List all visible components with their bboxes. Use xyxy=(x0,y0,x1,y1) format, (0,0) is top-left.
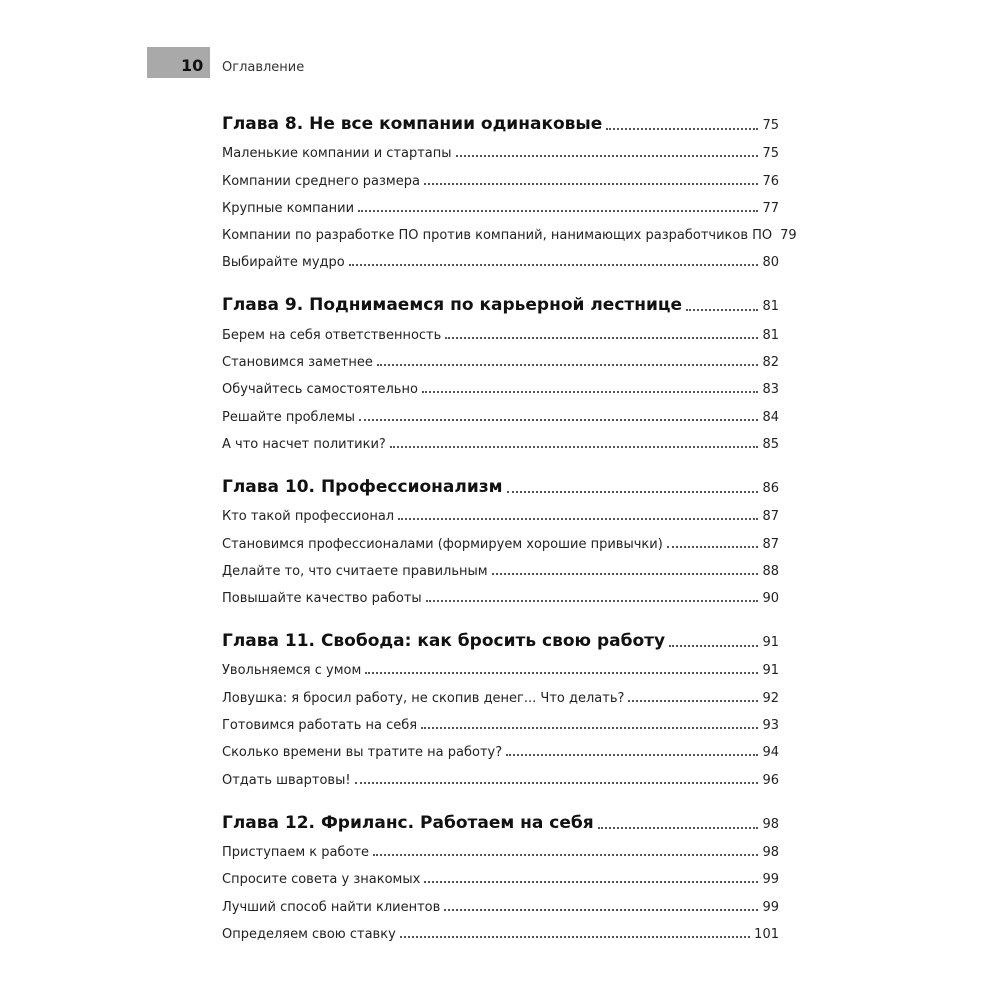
section-title: Ловушка: я бросил работу, не скопив денег... Что делать? xyxy=(222,690,625,706)
dot-leader xyxy=(390,446,759,448)
chapter-page-number: 98 xyxy=(762,816,779,832)
dot-leader xyxy=(358,210,758,212)
chapter-block xyxy=(222,285,779,451)
dot-leader xyxy=(667,546,759,548)
chapter-title xyxy=(222,631,665,651)
section-title: Решайте проблемы xyxy=(222,409,355,425)
section-title: Готовимся работать на себя xyxy=(222,718,418,734)
dot-leader xyxy=(373,854,758,856)
section-entry xyxy=(222,397,779,424)
chapter-title-text: Профессионализм xyxy=(320,476,503,497)
section-title: Крупные компании xyxy=(222,200,355,216)
chapter-entry xyxy=(222,285,779,315)
section-title: Становимся профессионалами (формируем хорошие привычки) xyxy=(222,536,663,552)
dot-leader xyxy=(359,419,759,421)
table-of-contents xyxy=(222,104,797,957)
section-page-number: 90 xyxy=(762,591,779,607)
chapter-page-number: 81 xyxy=(762,299,779,315)
section-title: Кто такой профессионал xyxy=(222,509,395,525)
section-entry xyxy=(222,216,797,244)
dot-leader xyxy=(349,264,759,266)
chapter-prefix: Глава 8. xyxy=(222,114,304,134)
chapter-entry xyxy=(222,803,779,833)
chapter-title xyxy=(222,114,602,134)
dot-leader xyxy=(507,491,759,493)
section-entry xyxy=(222,579,779,606)
chapter-entry xyxy=(222,104,779,134)
section-entry xyxy=(222,833,779,860)
section-page-number: 99 xyxy=(762,899,779,915)
section-title: Увольняемся с умом xyxy=(222,663,362,679)
dot-leader xyxy=(456,155,759,157)
chapter-entry xyxy=(222,621,779,651)
section-entry xyxy=(222,760,779,787)
section-title: Становимся заметнее xyxy=(222,355,373,371)
dot-leader xyxy=(400,936,750,938)
dot-leader xyxy=(444,909,758,911)
section-entry xyxy=(222,678,779,705)
chapter-title xyxy=(222,295,682,315)
running-header-title: Оглавление xyxy=(222,60,305,75)
section-page-number: 81 xyxy=(762,327,779,343)
section-title: Сколько времени вы тратите на работу? xyxy=(222,745,503,761)
section-page-number: 94 xyxy=(762,745,779,761)
chapter-prefix: Глава 11. xyxy=(222,631,316,652)
section-page-number: 87 xyxy=(762,536,779,552)
dot-leader xyxy=(424,183,759,185)
dot-leader xyxy=(421,727,758,729)
chapter-prefix: Глава 9. xyxy=(222,295,304,316)
chapter-prefix: Глава 10. xyxy=(222,476,316,497)
section-page-number: 101 xyxy=(754,926,779,942)
section-title: Приступаем к работе xyxy=(222,844,370,860)
section-page-number: 82 xyxy=(762,355,779,371)
section-title: Определяем свою ставку xyxy=(222,926,396,942)
section-page-number: 96 xyxy=(762,772,779,788)
section-page-number: 85 xyxy=(762,436,779,452)
section-title: Отдать швартовы! xyxy=(222,772,351,788)
chapter-page-number: 91 xyxy=(762,635,779,651)
section-entry xyxy=(222,552,779,579)
section-title: Маленькие компании и стартапы xyxy=(222,146,452,162)
section-entry xyxy=(222,343,779,370)
dot-leader xyxy=(606,128,758,130)
section-page-number: 88 xyxy=(762,563,779,579)
chapter-entry xyxy=(222,467,779,497)
section-page-number: 92 xyxy=(762,690,779,706)
section-page-number: 99 xyxy=(762,872,779,888)
section-entry xyxy=(222,370,779,397)
section-page-number: 76 xyxy=(762,173,779,189)
section-page-number: 77 xyxy=(762,200,779,216)
dot-leader xyxy=(424,881,758,883)
chapter-block xyxy=(222,621,779,787)
chapter-block xyxy=(222,467,779,606)
dot-leader xyxy=(377,364,759,366)
chapter-block xyxy=(222,803,779,942)
section-entry xyxy=(222,161,779,188)
dot-leader xyxy=(365,672,758,674)
section-entry xyxy=(222,524,779,551)
chapter-title xyxy=(222,477,503,497)
section-entry xyxy=(222,243,779,270)
section-entry xyxy=(222,887,779,914)
section-title: Компании среднего размера xyxy=(222,173,420,189)
section-page-number: 93 xyxy=(762,718,779,734)
section-page-number: 87 xyxy=(762,509,779,525)
dot-leader xyxy=(355,782,759,784)
section-title: Спросите совета у знакомых xyxy=(222,872,421,888)
section-entry xyxy=(222,425,779,452)
section-page-number: 84 xyxy=(762,409,779,425)
dot-leader xyxy=(422,391,759,393)
chapter-page-number: 86 xyxy=(762,480,779,496)
chapter-prefix: Глава 12. xyxy=(222,812,316,833)
section-title: Делайте то, что считаете правильным xyxy=(222,563,488,579)
chapter-page-number: 75 xyxy=(762,118,779,133)
section-page-number: 98 xyxy=(762,844,779,860)
dot-leader xyxy=(686,309,758,311)
section-title: Берем на себя ответственность xyxy=(222,327,442,343)
section-page-number: 91 xyxy=(762,663,779,679)
section-entry xyxy=(222,651,779,678)
section-entry xyxy=(222,497,779,524)
dot-leader xyxy=(445,337,758,339)
section-title: Повышайте качество работы xyxy=(222,591,422,607)
section-title: Лучший способ найти клиентов xyxy=(222,899,441,915)
chapter-title-text: Фриланс. Работаем на себя xyxy=(320,812,594,833)
dot-leader xyxy=(492,573,759,575)
section-page-number: 83 xyxy=(762,382,779,398)
section-entry xyxy=(222,733,779,760)
section-entry xyxy=(222,706,779,733)
section-page-number: 80 xyxy=(762,255,779,271)
page-number: 10 xyxy=(181,56,204,75)
section-title: А что насчет политики? xyxy=(222,436,386,452)
chapter-block xyxy=(222,104,797,271)
dot-leader xyxy=(628,700,758,702)
section-entry xyxy=(222,860,779,887)
section-entry xyxy=(222,315,779,342)
section-entry xyxy=(222,134,779,161)
section-page-number: 75 xyxy=(762,146,779,162)
section-page-number: 79 xyxy=(780,228,797,244)
dot-leader xyxy=(426,600,759,602)
chapter-title-text: Поднимаемся по карьерной лестнице xyxy=(309,295,683,316)
section-title: Обучайтесь самостоятельно xyxy=(222,382,418,398)
section-title: Компании по разработке ПО против компаний, нанимающих разработчиков ПО xyxy=(222,228,773,244)
chapter-title-text: Не все компании одинаковые xyxy=(309,114,603,134)
dot-leader xyxy=(598,827,759,829)
dot-leader xyxy=(506,754,758,756)
section-title: Выбирайте мудро xyxy=(222,255,345,271)
section-entry xyxy=(222,915,779,942)
section-entry xyxy=(222,189,779,216)
dot-leader xyxy=(398,518,758,520)
chapter-title xyxy=(222,813,594,833)
dot-leader xyxy=(669,645,758,647)
chapter-title-text: Свобода: как бросить свою работу xyxy=(320,631,666,652)
